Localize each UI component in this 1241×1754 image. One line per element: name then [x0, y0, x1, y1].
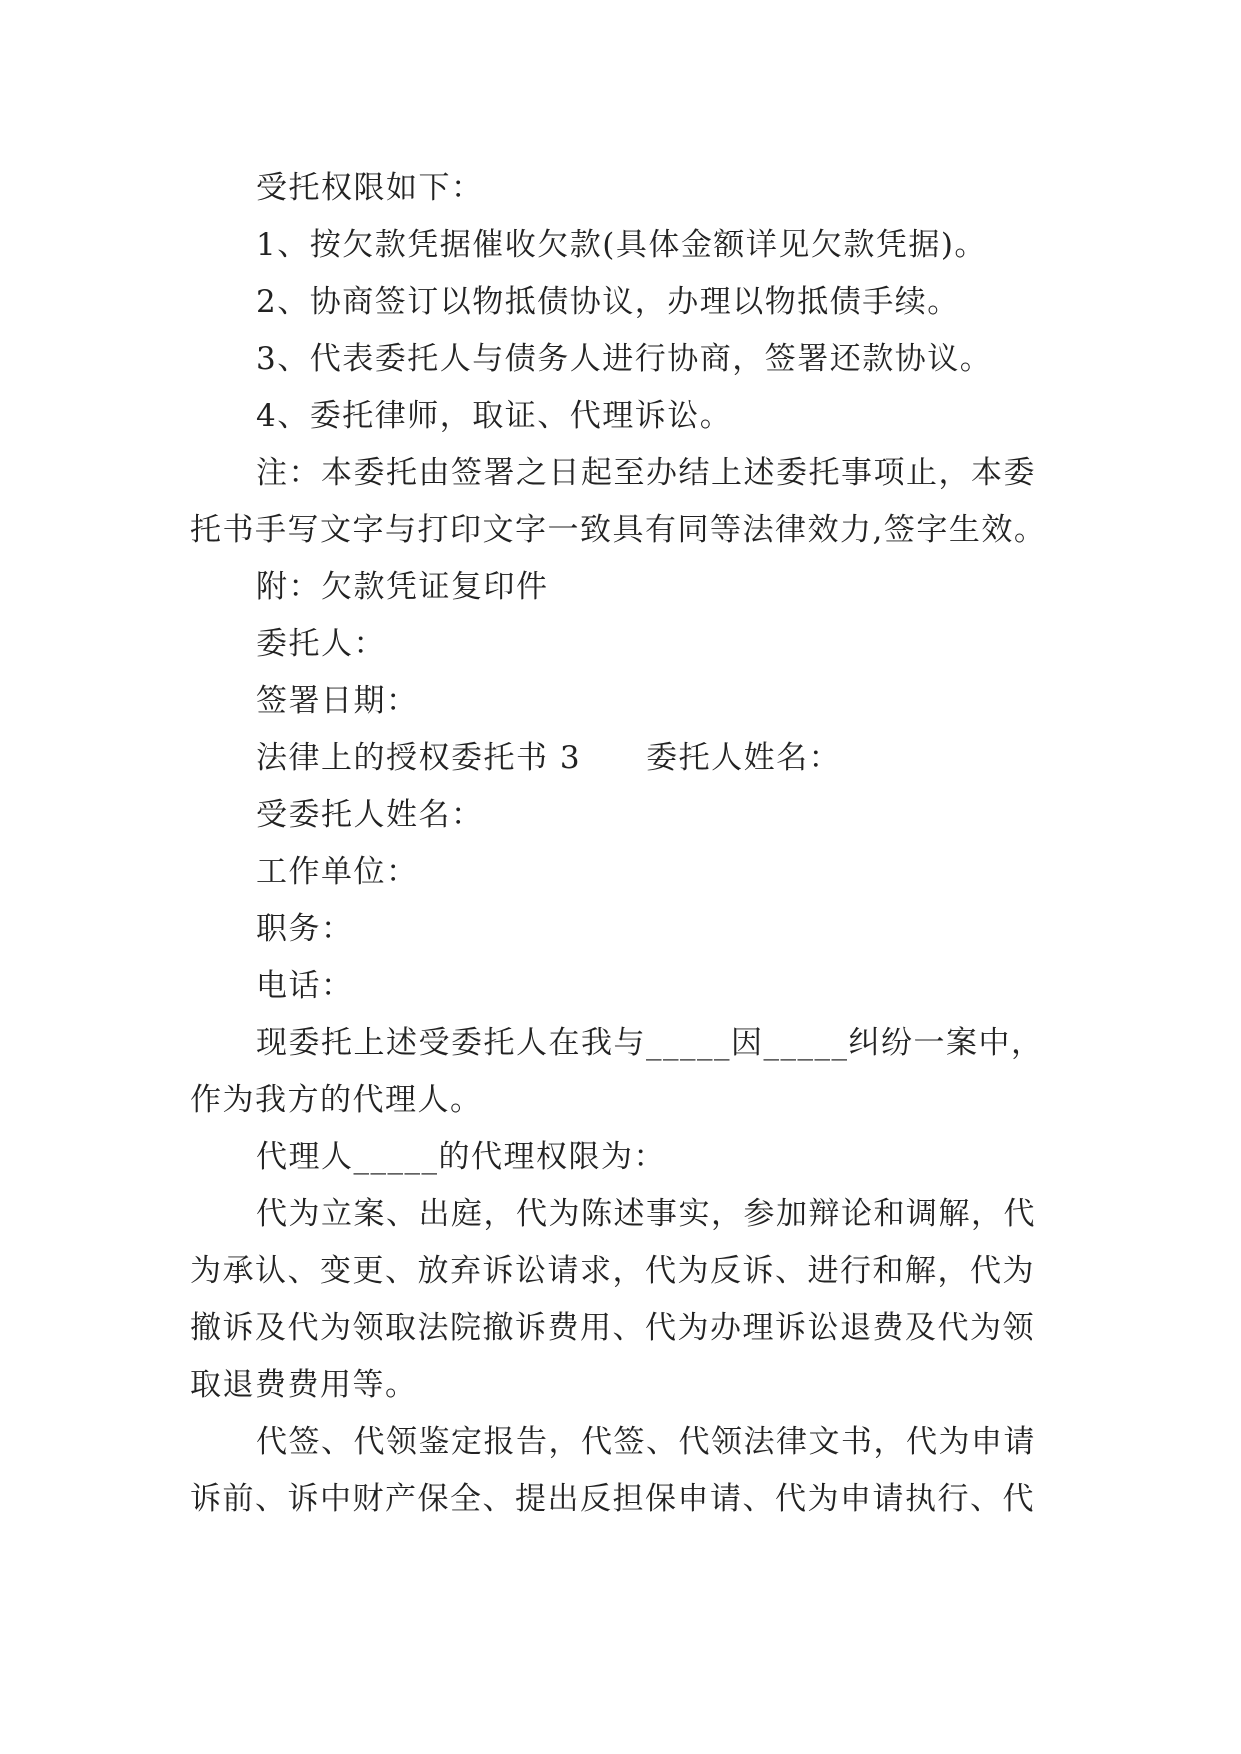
paragraph-note: 注：本委托由签署之日起至办结上述委托事项止，本委托书手写文字与打印文字一致具有同等法律效力,签字生效。	[190, 455, 1047, 548]
paragraph-authority-heading: 受托权限如下：	[256, 170, 484, 206]
paragraph-item-3: 3、代表委托人与债务人进行协商，签署还款协议。	[256, 341, 993, 377]
paragraph-sign-date: 签署日期：	[256, 683, 419, 719]
paragraph-attachment: 附：欠款凭证复印件	[256, 569, 549, 605]
paragraph-agent-authority: 代理人_____的代理权限为：	[256, 1139, 666, 1175]
paragraph-litigation-powers: 代为立案、出庭，代为陈述事实，参加辩论和调解，代为承认、变更、放弃诉讼请求，代为反诉、进行和解，代为撤诉及代为领取法院撤诉费用、代为办理诉讼退费及代为领取退费费用等。	[190, 1196, 1036, 1403]
paragraph-position: 职务：	[256, 911, 354, 947]
paragraph-signing-powers: 代签、代领鉴定报告，代签、代领法律文书，代为申请诉前、诉中财产保全、提出反担保申请、代为申请执行、代	[190, 1424, 1036, 1517]
paragraph-work-unit: 工作单位：	[256, 854, 419, 890]
paragraph-item-4: 4、委托律师，取证、代理诉讼。	[256, 398, 733, 434]
paragraph-section-title: 法律上的授权委托书 3 委托人姓名：	[256, 740, 842, 776]
document-body	[190, 160, 1060, 1528]
paragraph-phone: 电话：	[256, 968, 354, 1004]
paragraph-agent-name: 受委托人姓名：	[256, 797, 484, 833]
paragraph-item-1: 1、按欠款凭据催收欠款(具体金额详见欠款凭据)。	[256, 227, 987, 263]
paragraph-appointment: 现委托上述受委托人在我与_____因_____纠纷一案中，作为我方的代理人。	[190, 1025, 1044, 1118]
paragraph-principal: 委托人：	[256, 626, 386, 662]
paragraph-item-2: 2、协商签订以物抵债协议，办理以物抵债手续。	[256, 284, 960, 320]
